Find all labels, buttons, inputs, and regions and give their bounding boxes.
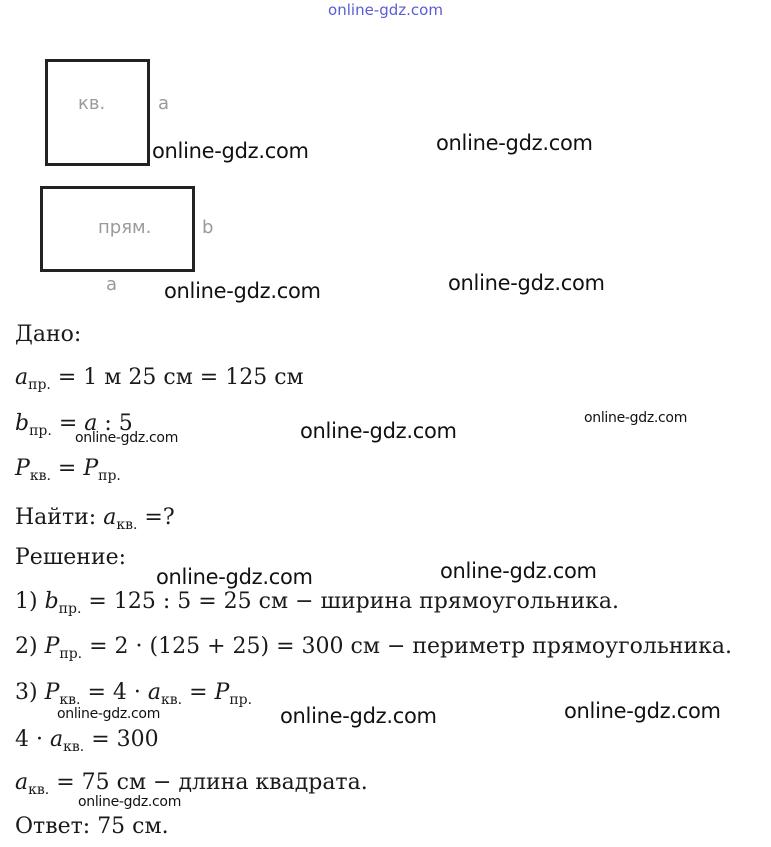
rectangle-inner-label: прям. bbox=[98, 217, 152, 238]
watermark: online-gdz.com bbox=[584, 410, 688, 426]
solution-heading: Решение: bbox=[15, 545, 127, 570]
watermark: online-gdz.com bbox=[436, 131, 593, 155]
watermark: online-gdz.com bbox=[57, 706, 161, 722]
watermark: online-gdz.com bbox=[440, 559, 597, 583]
rectangle-bottom-label: a bbox=[106, 274, 118, 295]
square-inner-label: кв. bbox=[78, 93, 106, 114]
solution-step-3: 3) $P_{кв.} = 4 \cdot a_{кв.} = P_{пр.}$ bbox=[15, 680, 253, 708]
watermark: online-gdz.com bbox=[280, 704, 437, 728]
given-heading: Дано: bbox=[15, 322, 82, 347]
watermark: online-gdz.com bbox=[164, 279, 321, 303]
solution-step-1: 1) $b_{пр.} = 125$ : 5 = 25 см − ширина прямоугольника. bbox=[15, 589, 619, 617]
watermark: online-gdz.com bbox=[75, 430, 179, 446]
answer-line: Ответ: 75 см. bbox=[15, 814, 169, 839]
watermark: online-gdz.com bbox=[156, 565, 313, 589]
rectangle-side-label: b bbox=[202, 217, 214, 238]
given-line-2: $b_{пр.} = a$ : 5 bbox=[15, 411, 133, 439]
solution-step-3c: $a_{кв.} = 75$ см − длина квадрата. bbox=[15, 770, 368, 798]
find-line: Найти: $a_{кв.}$ =? bbox=[15, 505, 175, 533]
solution-step-2: 2) $P_{пр.} = 2 \cdot (125 + 25) = 300$ см − периметр прямоугольника. bbox=[15, 634, 733, 662]
solution-step-3b: $4 \cdot a_{кв.} = 300$ bbox=[15, 727, 159, 755]
watermark: online-gdz.com bbox=[564, 699, 721, 723]
watermark: online-gdz.com bbox=[448, 271, 605, 295]
site-header: online-gdz.com bbox=[328, 1, 443, 19]
watermark: online-gdz.com bbox=[300, 419, 457, 443]
given-line-3: $P_{кв.} = P_{пр.}$ bbox=[15, 456, 121, 484]
watermark: online-gdz.com bbox=[78, 794, 182, 810]
watermark: online-gdz.com bbox=[152, 139, 309, 163]
square-side-label: a bbox=[158, 93, 170, 114]
given-line-1: $a_{пр.} = 1$ м 25 см = 125 см bbox=[15, 365, 304, 393]
